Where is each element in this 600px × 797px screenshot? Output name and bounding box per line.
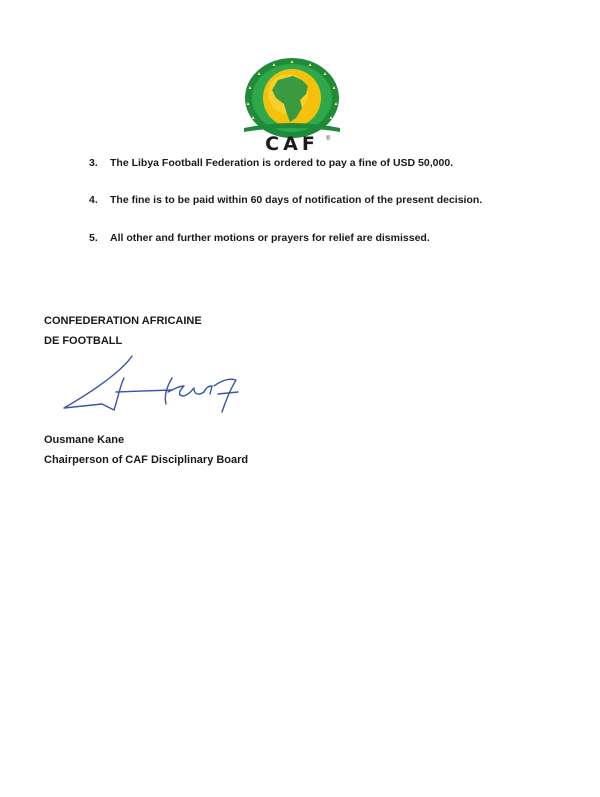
caf-wordmark: CAF: [265, 133, 319, 155]
item-text: The Libya Football Federation is ordered to pay a fine of USD 50,000.: [110, 157, 454, 169]
item-text: The fine is to be paid within 60 days of notification of the present decision.: [110, 194, 483, 206]
caf-logo: [238, 56, 346, 160]
organization-line-2: DE FOOTBALL: [44, 335, 123, 347]
registered-mark: ®: [326, 136, 331, 142]
organization-line-1: CONFEDERATION AFRICAINE: [44, 315, 202, 327]
item-number: 5.: [89, 232, 98, 244]
handwritten-signature: [54, 350, 284, 430]
organization-name: [44, 311, 202, 351]
signer-name: Ousmane Kane: [44, 434, 125, 446]
signature-strokes: [54, 350, 284, 430]
item-number: 4.: [89, 194, 98, 206]
item-text: All other and further motions or prayers for relief are dismissed.: [110, 232, 430, 244]
signer-title: Chairperson of CAF Disciplinary Board: [44, 454, 249, 466]
signer-block: [44, 430, 248, 470]
item-number: 3.: [89, 157, 98, 169]
